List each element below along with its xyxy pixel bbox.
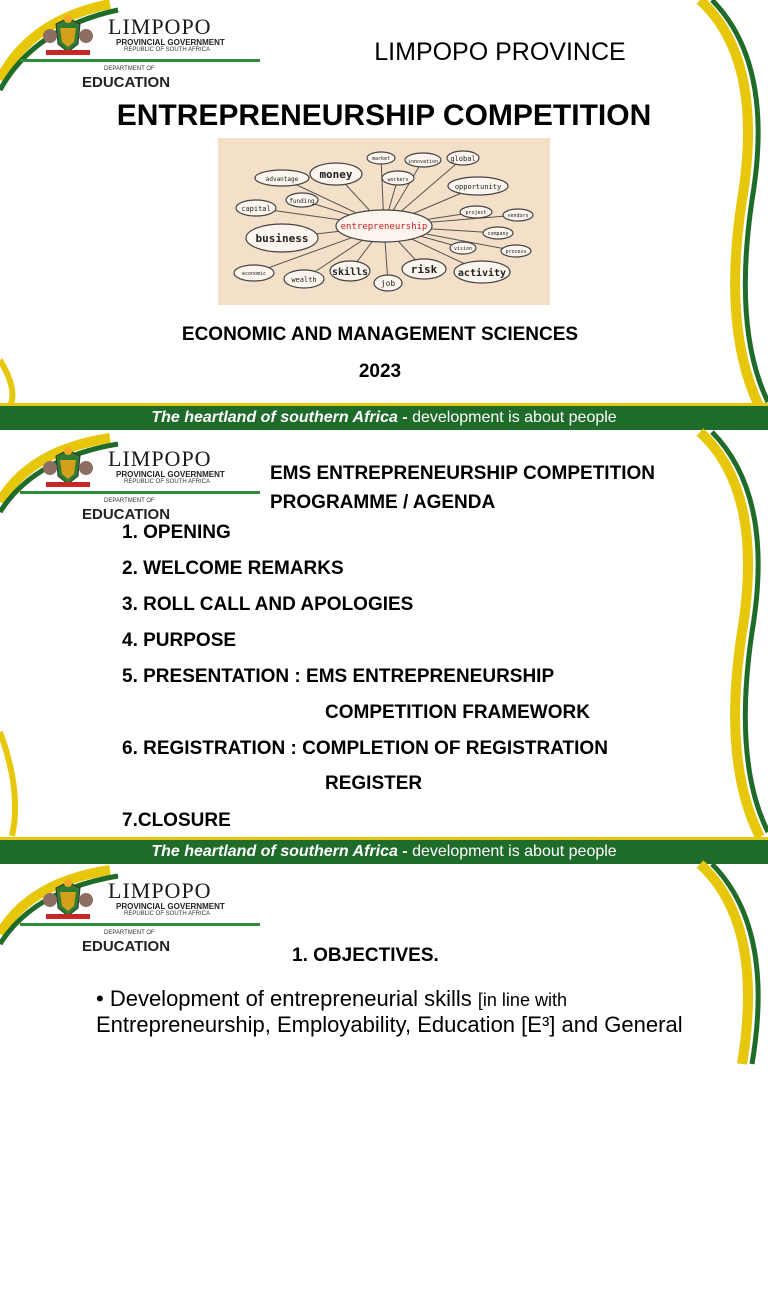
mindmap-word: money (319, 168, 353, 181)
logo-provincial-text: PROVINCIAL GOVERNMENT (116, 38, 225, 47)
slide-title (0, 0, 768, 432)
footer-slogan-normal: development is about people (412, 409, 617, 426)
agenda-item: 2. WELCOME REMARKS (122, 558, 344, 579)
mindmap-word: company (487, 231, 509, 237)
mindmap-word: advantage (265, 176, 299, 183)
objective-note-text: [in line with (477, 990, 567, 1010)
agenda-item-continuation: COMPETITION FRAMEWORK (325, 702, 590, 723)
footer-slogan (0, 406, 768, 430)
logo-divider (20, 491, 260, 494)
mindmap-word: innovation (407, 159, 439, 165)
mindmap-word: project (465, 210, 487, 216)
mindmap-word: activity (457, 268, 507, 279)
mindmap-word: market (371, 156, 391, 162)
logo-department-text: DEPARTMENT OF (104, 930, 155, 936)
agenda-item: 5. PRESENTATION : EMS ENTREPRENEURSHIP (122, 666, 555, 687)
agenda-heading-line2: PROGRAMME / AGENDA (270, 492, 496, 513)
logo-provincial-text: PROVINCIAL GOVERNMENT (116, 470, 225, 479)
mindmap-word: business (255, 232, 309, 245)
logo-education-text: EDUCATION (82, 938, 171, 955)
mindmap-word: process (505, 249, 527, 255)
mindmap-word: skills (331, 267, 369, 278)
mindmap-word: funding (289, 198, 315, 205)
footer-slogan-italic: The heartland of southern Africa - (151, 843, 408, 860)
coat-of-arms-icon (40, 446, 96, 490)
logo-divider (20, 923, 260, 926)
coat-of-arms-icon (40, 14, 96, 58)
limpopo-education-logo (40, 878, 240, 958)
subject-heading: ECONOMIC AND MANAGEMENT SCIENCES (181, 324, 579, 345)
logo-limpopo-text: LIMPOPO (108, 446, 212, 471)
logo-republic-text: REPUBLIC OF SOUTH AFRICA (124, 47, 211, 53)
agenda-heading (270, 459, 655, 517)
entrepreneurship-mindmap-image (218, 138, 550, 305)
mindmap-word: risk (410, 263, 438, 276)
limpopo-education-logo (40, 14, 240, 94)
mindmap-word: vendors (507, 213, 529, 219)
mindmap-word: global (450, 155, 476, 163)
logo-limpopo-text: LIMPOPO (108, 14, 212, 39)
mindmap-word: capital (241, 205, 271, 213)
logo-education-text: EDUCATION (82, 506, 171, 523)
agenda-item: 6. REGISTRATION : COMPLETION OF REGISTRATION (122, 738, 608, 759)
logo-provincial-text: PROVINCIAL GOVERNMENT (116, 902, 225, 911)
logo-department-text: DEPARTMENT OF (104, 66, 155, 72)
objective-bullet-line1 (96, 986, 567, 1012)
logo-republic-text: REPUBLIC OF SOUTH AFRICA (124, 911, 211, 917)
agenda-item: 4. PURPOSE (122, 630, 237, 651)
objective-bullet-line2: Entrepreneurship, Employability, Education [E³] and General (96, 1012, 683, 1037)
coat-of-arms-icon (40, 878, 96, 922)
logo-republic-text: REPUBLIC OF SOUTH AFRICA (124, 479, 211, 485)
logo-divider (20, 59, 260, 62)
agenda-item: 1. OPENING (122, 522, 231, 543)
slide-objectives (0, 864, 768, 1037)
footer-slogan (0, 840, 768, 864)
logo-education-text: EDUCATION (82, 74, 171, 91)
objectives-heading: 1. OBJECTIVES. (292, 945, 439, 966)
objective-main-text: Development of entrepreneurial skills (109, 986, 472, 1011)
mindmap-word: wealth (291, 276, 317, 284)
agenda-item-continuation: REGISTER (325, 773, 423, 794)
agenda-item: 3. ROLL CALL AND APOLOGIES (122, 594, 414, 615)
agenda-heading-line1: EMS ENTREPRENEURSHIP COMPETITION (270, 463, 655, 484)
logo-department-text: DEPARTMENT OF (104, 498, 155, 504)
footer-slogan-italic: The heartland of southern Africa - (151, 409, 408, 426)
logo-limpopo-text: LIMPOPO (108, 878, 212, 903)
province-heading: LIMPOPO PROVINCE (374, 38, 626, 66)
agenda-item: 7.CLOSURE (122, 810, 231, 831)
bullet-icon: • (96, 986, 104, 1011)
mindmap-word: opportunity (454, 183, 502, 191)
footer-band (0, 840, 768, 864)
slide-agenda (0, 432, 768, 864)
mindmap-word: workers (387, 177, 409, 183)
footer-slogan-normal: development is about people (412, 843, 617, 860)
year-heading: 2023 (358, 361, 402, 382)
mindmap-word: job (380, 279, 396, 288)
mindmap-word: vision (453, 246, 473, 252)
footer-band (0, 406, 768, 430)
mindmap-word: economic (241, 271, 267, 277)
mindmap-center-word: entrepreneurship (340, 222, 428, 232)
limpopo-education-logo (40, 446, 240, 526)
competition-title: ENTREPRENEURSHIP COMPETITION (116, 99, 652, 132)
